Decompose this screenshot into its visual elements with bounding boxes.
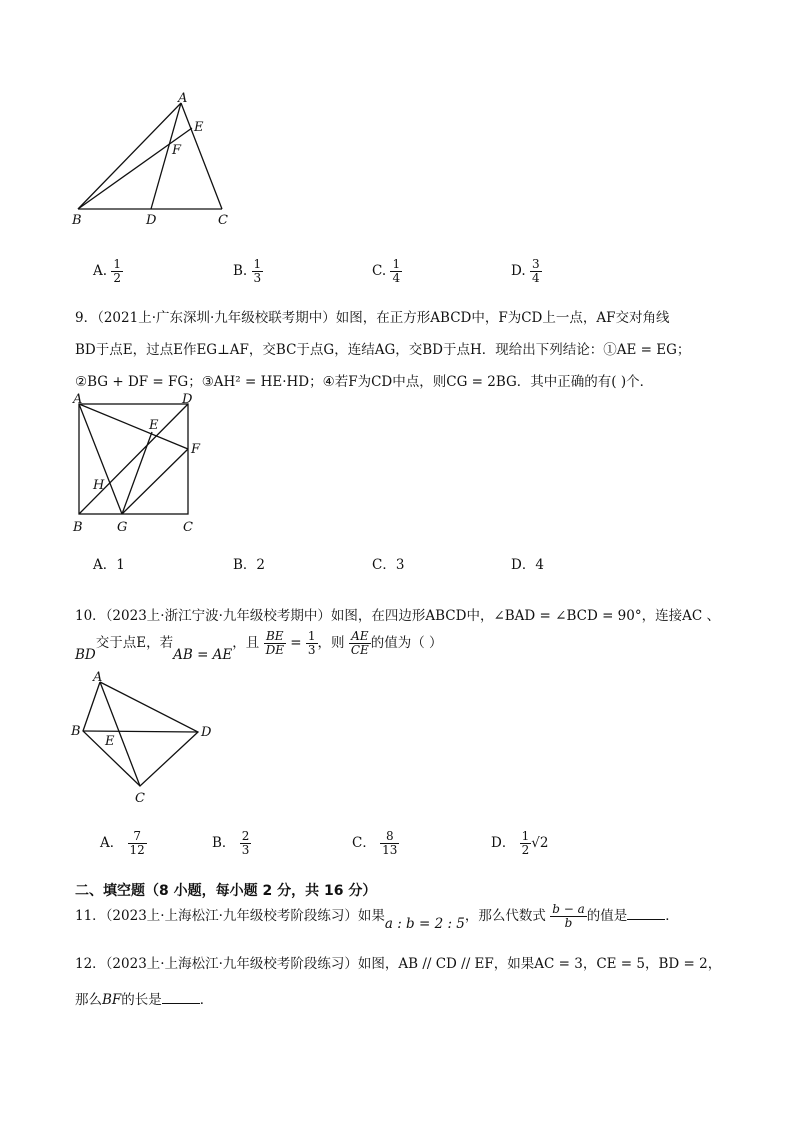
q10-option-c[interactable]: C． $\frac{8}{13}$ bbox=[352, 829, 398, 858]
q9-label-G: G bbox=[117, 520, 128, 535]
q8-label-D: D bbox=[146, 213, 157, 228]
q11-answer-blank[interactable] bbox=[627, 907, 665, 920]
q8-option-a-fraction: $\frac{1}{2}$ bbox=[113, 257, 121, 286]
q8-segment-BE bbox=[78, 128, 192, 209]
q9-segment-EG bbox=[122, 432, 152, 514]
q9-option-c[interactable]: C．3 bbox=[372, 557, 405, 573]
q9-option-d[interactable]: D．4 bbox=[511, 557, 544, 573]
q8-option-b-fraction: $\frac{1}{3}$ bbox=[253, 257, 262, 286]
q9-diagonal-BD bbox=[79, 404, 188, 514]
q10-line-1: 10．（2023上·浙江宁波·九年级校考期中）如图，在四边形ABCD中，∠BAD = ∠BCD = 90°，连接AC 、 bbox=[75, 608, 720, 624]
q11-fraction: $\frac{b - a}{b}$ bbox=[552, 902, 585, 931]
q10-option-d-fraction: $\frac{1}{2}$ bbox=[521, 829, 530, 858]
q10-quadrilateral-figure bbox=[65, 668, 225, 808]
q8-label-B: B bbox=[72, 213, 82, 228]
q10-option-a[interactable]: A． $\frac{7}{12}$ bbox=[100, 829, 145, 858]
q10-option-a-fraction: $\frac{7}{12}$ bbox=[129, 829, 145, 858]
q10-option-c-fraction: $\frac{8}{13}$ bbox=[382, 829, 398, 858]
q8-option-c-fraction: $\frac{1}{4}$ bbox=[392, 257, 401, 286]
q9-label-D: D bbox=[182, 393, 193, 407]
q8-option-c[interactable]: C. $\frac{1}{4}$ bbox=[372, 257, 401, 286]
q10-label-D: D bbox=[201, 725, 212, 740]
q8-option-a[interactable]: A. $\frac{1}{2}$ bbox=[93, 257, 121, 286]
q9-square-figure bbox=[65, 393, 215, 543]
q10-fraction-ae-ce: $\frac{AE}{CE}$ bbox=[350, 629, 369, 658]
q10-option-b[interactable]: B． $\frac{2}{3}$ bbox=[212, 829, 250, 858]
q10-line-2: BD交于点E，若AB = AE，且 $\frac{BE}{DE}$ = $\frac{1}{3}$ ，则 $\frac{AE}{CE}$ 的值为（ ） bbox=[75, 629, 443, 664]
q9-segment-FG bbox=[122, 449, 188, 514]
q10-label-E: E bbox=[105, 734, 115, 749]
q9-label-B: B bbox=[73, 520, 83, 535]
q9-line-3: ②BG + DF = FG；③AH² = HE·HD；④若F为CD中点，则CG = 2BG．其中正确的有( )个． bbox=[75, 374, 654, 390]
q9-label-F: F bbox=[191, 442, 201, 457]
q10-fraction-be-de: $\frac{BE}{DE}$ bbox=[265, 629, 284, 658]
q9-label-H: H bbox=[93, 478, 105, 493]
q9-label-E: E bbox=[149, 418, 159, 433]
q10-fraction-1-3: $\frac{1}{3}$ bbox=[307, 629, 316, 658]
q8-option-b[interactable]: B. $\frac{1}{3}$ bbox=[233, 257, 262, 286]
q10-label-C: C bbox=[135, 791, 145, 806]
q12-line-2: 那么BF的长是 ． bbox=[75, 992, 214, 1008]
section-2-title: 二、填空题（8 小题，每小题 2 分，共 16 分） bbox=[75, 883, 377, 899]
q9-label-C: C bbox=[183, 520, 193, 535]
q10-label-B: B bbox=[71, 724, 81, 739]
q9-line-2: BD于点E，过点E作EG⊥AF，交BC于点G，连结AG，交BD于点H．现给出下列结论：①AE = EG； bbox=[75, 342, 691, 358]
q12-answer-blank[interactable] bbox=[162, 991, 200, 1004]
q10-label-A: A bbox=[93, 670, 103, 685]
q8-label-E: E bbox=[194, 120, 204, 135]
q8-segment-AC bbox=[181, 103, 222, 209]
q10-option-d-sqrt: √2 bbox=[531, 835, 549, 852]
q8-label-F: F bbox=[172, 143, 182, 158]
q11-question: 11．（2023上·上海松江·九年级校考阶段练习）如果a : b = 2 : 5，那么代数式 $\frac{b - a}{b}$ 的值是 ． bbox=[75, 902, 679, 933]
q8-label-A: A bbox=[178, 91, 188, 106]
q9-segment-AG bbox=[79, 404, 122, 514]
q9-option-b[interactable]: B．2 bbox=[233, 557, 266, 573]
q10-diagonal-BD bbox=[83, 731, 198, 732]
q9-option-a[interactable]: A．1 bbox=[93, 557, 125, 573]
q9-label-A: A bbox=[73, 393, 83, 407]
q8-option-d-fraction: $\frac{3}{4}$ bbox=[531, 257, 540, 286]
q10-option-d[interactable]: D． $\frac{1}{2}$ √2 bbox=[491, 829, 549, 858]
q8-triangle-figure bbox=[60, 90, 250, 230]
q9-segment-AF bbox=[79, 404, 188, 449]
q12-line-1: 12．（2023上·上海松江·九年级校考阶段练习）如图，AB // CD // EF，如果AC = 3，CE = 5，BD = 2， bbox=[75, 956, 722, 972]
q10-quadrilateral-ABCD bbox=[83, 682, 198, 786]
q8-label-C: C bbox=[218, 213, 228, 228]
q9-line-1: 9．（2021上·广东深圳·九年级校联考期中）如图，在正方形ABCD中，F为CD上一点，AF交对角线 bbox=[75, 310, 670, 326]
q10-option-b-fraction: $\frac{2}{3}$ bbox=[241, 829, 250, 858]
q8-option-d[interactable]: D. $\frac{3}{4}$ bbox=[511, 257, 540, 286]
